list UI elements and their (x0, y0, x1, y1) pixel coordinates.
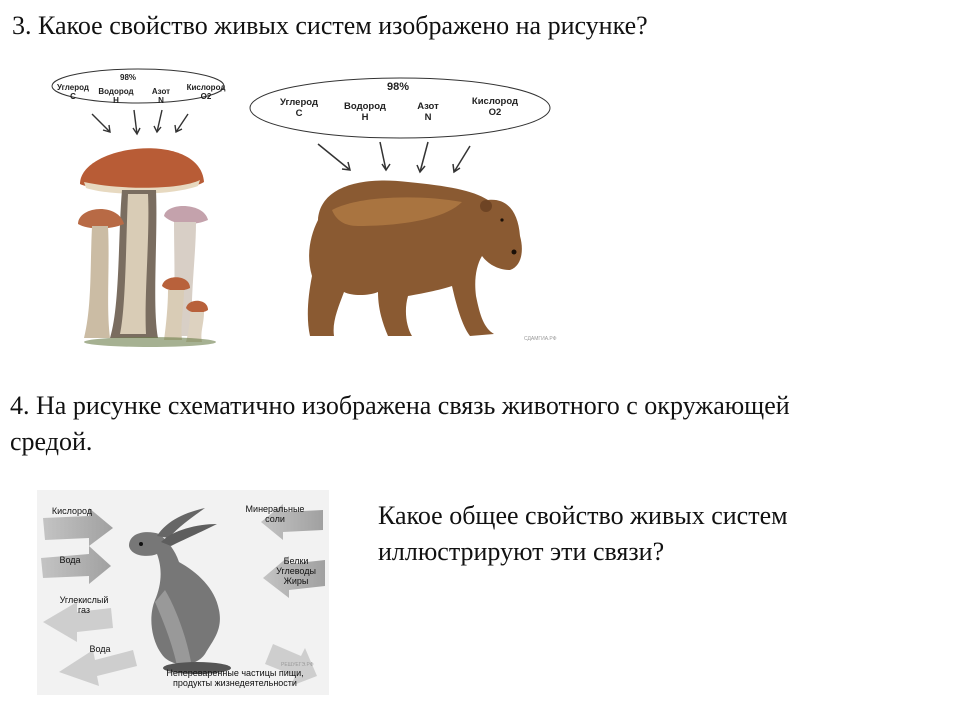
mushroom-percent-label: 98% (120, 73, 137, 82)
bear-element-oxygen: Кислород O2 (471, 96, 519, 118)
hare-label-water-in: Вода (59, 555, 81, 565)
mushroom-illustration (40, 66, 250, 356)
mushroom-element-hydrogen: Водород H (98, 87, 134, 105)
hare-label-water-out: Вода (89, 644, 111, 654)
hare-label-nutrients: Белки Углеводы Жиры (276, 556, 316, 586)
mushroom-figure (40, 66, 250, 356)
hare-figure (37, 490, 329, 695)
hare-label-co2: Углекислый газ (59, 595, 109, 615)
bear-element-nitrogen: Азот N (417, 101, 439, 123)
bear-percent-label: 98% (387, 81, 410, 93)
mushroom-element-nitrogen: Азот N (151, 87, 171, 105)
hare-label-waste: Непереваренные частицы пищи, продукты жизнедеятельности (166, 668, 304, 688)
bear-element-carbon: Углерод C (280, 97, 318, 119)
bear-element-hydrogen: Водород H (344, 101, 386, 123)
bear-watermark: СДАМГИА.РФ (524, 336, 557, 342)
question-4-text: 4. На рисунке схематично изображена связь животного с окружающей средой. (10, 391, 790, 456)
mushroom-element-carbon: Углерод C (57, 83, 89, 101)
question-3-heading: 3. Какое свойство живых систем изображено на рисунке? (12, 11, 648, 40)
hare-label-minerals: Минеральные соли (245, 504, 305, 524)
hare-watermark: РЕШУЕГЭ.РФ (281, 662, 314, 668)
question-4-prompt: Какое общее свойство живых систем иллюстрируют эти связи? (378, 501, 788, 566)
bear-figure (248, 70, 578, 350)
mushroom-element-oxygen: Кислород O2 (186, 83, 226, 101)
hare-label-oxygen: Кислород (51, 506, 93, 516)
